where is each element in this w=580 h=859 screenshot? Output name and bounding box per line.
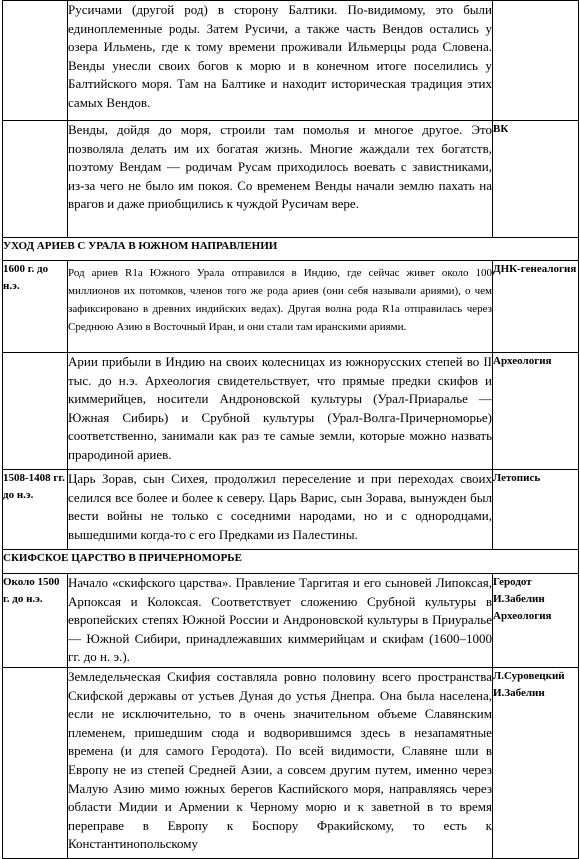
- source-cell: ВК: [493, 121, 579, 238]
- table-row: [3, 121, 579, 238]
- section-heading: СКИФСКОЕ ЦАРСТВО В ПРИЧЕРНОМОРЬЕ: [3, 550, 579, 574]
- date-cell: [3, 353, 68, 470]
- event-text: Арии прибыли в Индию на своих колесницах из южнорусских степей во II тыс. до н.э. Археология свидетельствует, что прямые предки скифов и киммерийцев, носители Андроновской культуры (Урал-Приаралье — Южная Сибирь) и Срубной культуры (Урал-Волга-Причерноморье) соответственно, занимали как раз те самые земли, которые можно назвать прародиной ариев.: [68, 353, 493, 470]
- event-text: Русичами (другой род) в сторону Балтики. По-видимому, это были единоплеменные роды. Затем Русичи, а также часть Вендов остались у озера Ильмень, где к тому времени проживали Ильмерцы рода Словена. Венды унесли своих богов к морю и в конечном итоге поселились у Балтийского моря. Там на Балтике и находит историческая традиция этих самых Вендов.: [68, 1, 493, 121]
- date-cell: [3, 121, 68, 238]
- source-cell: Летопись: [493, 470, 579, 550]
- event-text: Венды, дойдя до моря, строили там помолья и многое другое. Это позволяла делать им их богатая жизнь. Многие жаждали тех богатств, поэтому Вендам — родичам Русам приходилось воевать с завистниками, из-за чего не было им покоя. Со временем Венды начали землю пахать на врагов и даже приобщились к чуждой Русичам вере.: [68, 121, 493, 238]
- section-row: [3, 550, 579, 574]
- source-cell: [493, 1, 579, 121]
- table-row: [3, 470, 579, 550]
- date-cell: [3, 1, 68, 121]
- table-row: [3, 1, 579, 121]
- date-cell: 1508-1408 гг. до н.э.: [3, 470, 68, 550]
- event-text: Царь Зорав, сын Сихея, продолжил переселение и при переходах своих селился все более и более к северу. Царь Варис, сын Зорава, вынужден был вести войны не только с соседними народами, но и с однородцами, вышедшими когда-то с его Предками из Палестины.: [68, 470, 493, 550]
- date-cell: [3, 667, 68, 858]
- table-row: [3, 667, 579, 858]
- source-cell: Геродот И.Забелин Археология: [493, 574, 579, 668]
- section-row: [3, 238, 579, 261]
- section-heading: УХОД АРИЕВ С УРАЛА В ЮЖНОМ НАПРАВЛЕНИИ: [3, 238, 579, 261]
- table-row: [3, 574, 579, 668]
- chronology-table: [2, 0, 579, 859]
- event-text: Род ариев R1a Южного Урала отправился в Индию, где сейчас живет около 100 миллионов их потомков, членов того же рода ариев (они себя называли ариями), о чем зафиксировано в древних индийских ведах). Другая волна рода R1a отправилась через Среднюю Азию в Восточный Иран, и они стали там иранскими ариями.: [68, 261, 493, 353]
- event-text: Начало «скифского царства». Правление Таргитая и его сыновей Липоксая, Арпоксая и Колоксая. Соответствует сложению Срубной культуры в европейских степях Южной России и Андроновской культуры в Приуралье — Южной Сибири, принадлежавших киммерийцам и скифам (1600–1000 гг. до н. э.).: [68, 574, 493, 668]
- source-cell: ДНК-генеалогия: [493, 261, 579, 353]
- source-cell: Л.Суровецкий И.Забелин: [493, 667, 579, 858]
- source-cell: Археология: [493, 353, 579, 470]
- table-row: [3, 261, 579, 353]
- event-text: Земледельческая Скифия составляла ровно половину всего пространства Скифской державы от устьев Дуная до устья Днепра. Она была населена, если не исключительно, то в очень значительном объеме Славянским племенем, пришедшим сюда и водворившимся здесь в незапамятные времена (и для самого Геродота). По всей видимости, Славяне шли в Европу не из степей Средней Азии, а совсем другим путем, именно через Малую Азию мимо южных берегов Каспийского моря, направляясь через области Мидии и Армении к Черному морю и к заветной в то время переправе в Европу к Боспору Фракийскому, то есть к Константинопольскому: [68, 667, 493, 858]
- date-cell: Около 1500 г. до н.э.: [3, 574, 68, 668]
- date-cell: 1600 г. до н.э.: [3, 261, 68, 353]
- table-row: [3, 353, 579, 470]
